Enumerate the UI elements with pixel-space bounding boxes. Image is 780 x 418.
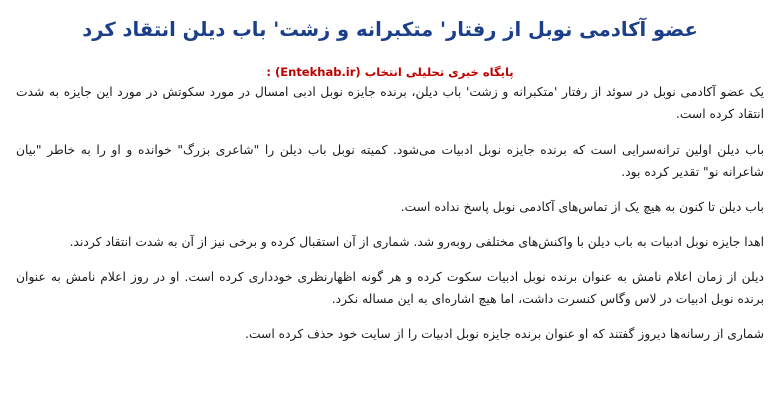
- source-name-fa: پایگاه خبری تحلیلی انتخاب: [364, 65, 514, 79]
- article-paragraph: باب دیلن اولین ترانه‌سرایی است که برنده جایزه نوبل ادبیات می‌شود. کمیته نوبل باب دیلن را "شاعری بزرگ" خوانده و او را به خاطر "بیان شاعرانه نو" تقدیر کرده بود.: [16, 143, 764, 179]
- article-paragraph: اهدا جایزه نوبل ادبیات به باب دیلن با واکنش‌های مختلفی روبه‌رو شد. شماری از آن استقبال کرده و برخی نیز از آن به شدت انتقاد کردند.: [69, 235, 764, 249]
- source-name-en: (Entekhab.ir): [275, 65, 361, 79]
- article-paragraph: شماری از رسانه‌ها دیروز گفتند که او عنوان برنده جایزه نوبل ادبیات را از سایت خود حذف کرده است.: [245, 327, 764, 341]
- source-colon: :: [266, 65, 271, 79]
- article-source: [14, 65, 766, 79]
- article-body: [14, 81, 766, 345]
- article-paragraph: باب دیلن تا کنون به هیچ یک از تماس‌های آکادمی نوبل پاسخ نداده است.: [400, 200, 764, 214]
- article-paragraph: یک عضو آکادمی نوبل در سوئد از رفتار 'متکبرانه و زشت' باب دیلن، برنده جایزه نوبل ادبی امسال در مورد سکوتش در مورد این جایزه به شدت انتقاد کرده است.: [16, 85, 764, 121]
- page-title: عضو آکادمی نوبل از رفتار' متکبرانه و زشت' باب دیلن انتقاد کرد: [82, 18, 698, 41]
- article-paragraph: دیلن از زمان اعلام نامش به عنوان برنده نوبل ادبیات سکوت کرده و هر گونه اظهارنظری خودداری کرده است. او در روز اعلام نامش به عنوان برنده نوبل ادبیات در لاس وگاس کنسرت داشت، اما هیچ اشاره‌ای به این مساله نکرد.: [16, 270, 764, 306]
